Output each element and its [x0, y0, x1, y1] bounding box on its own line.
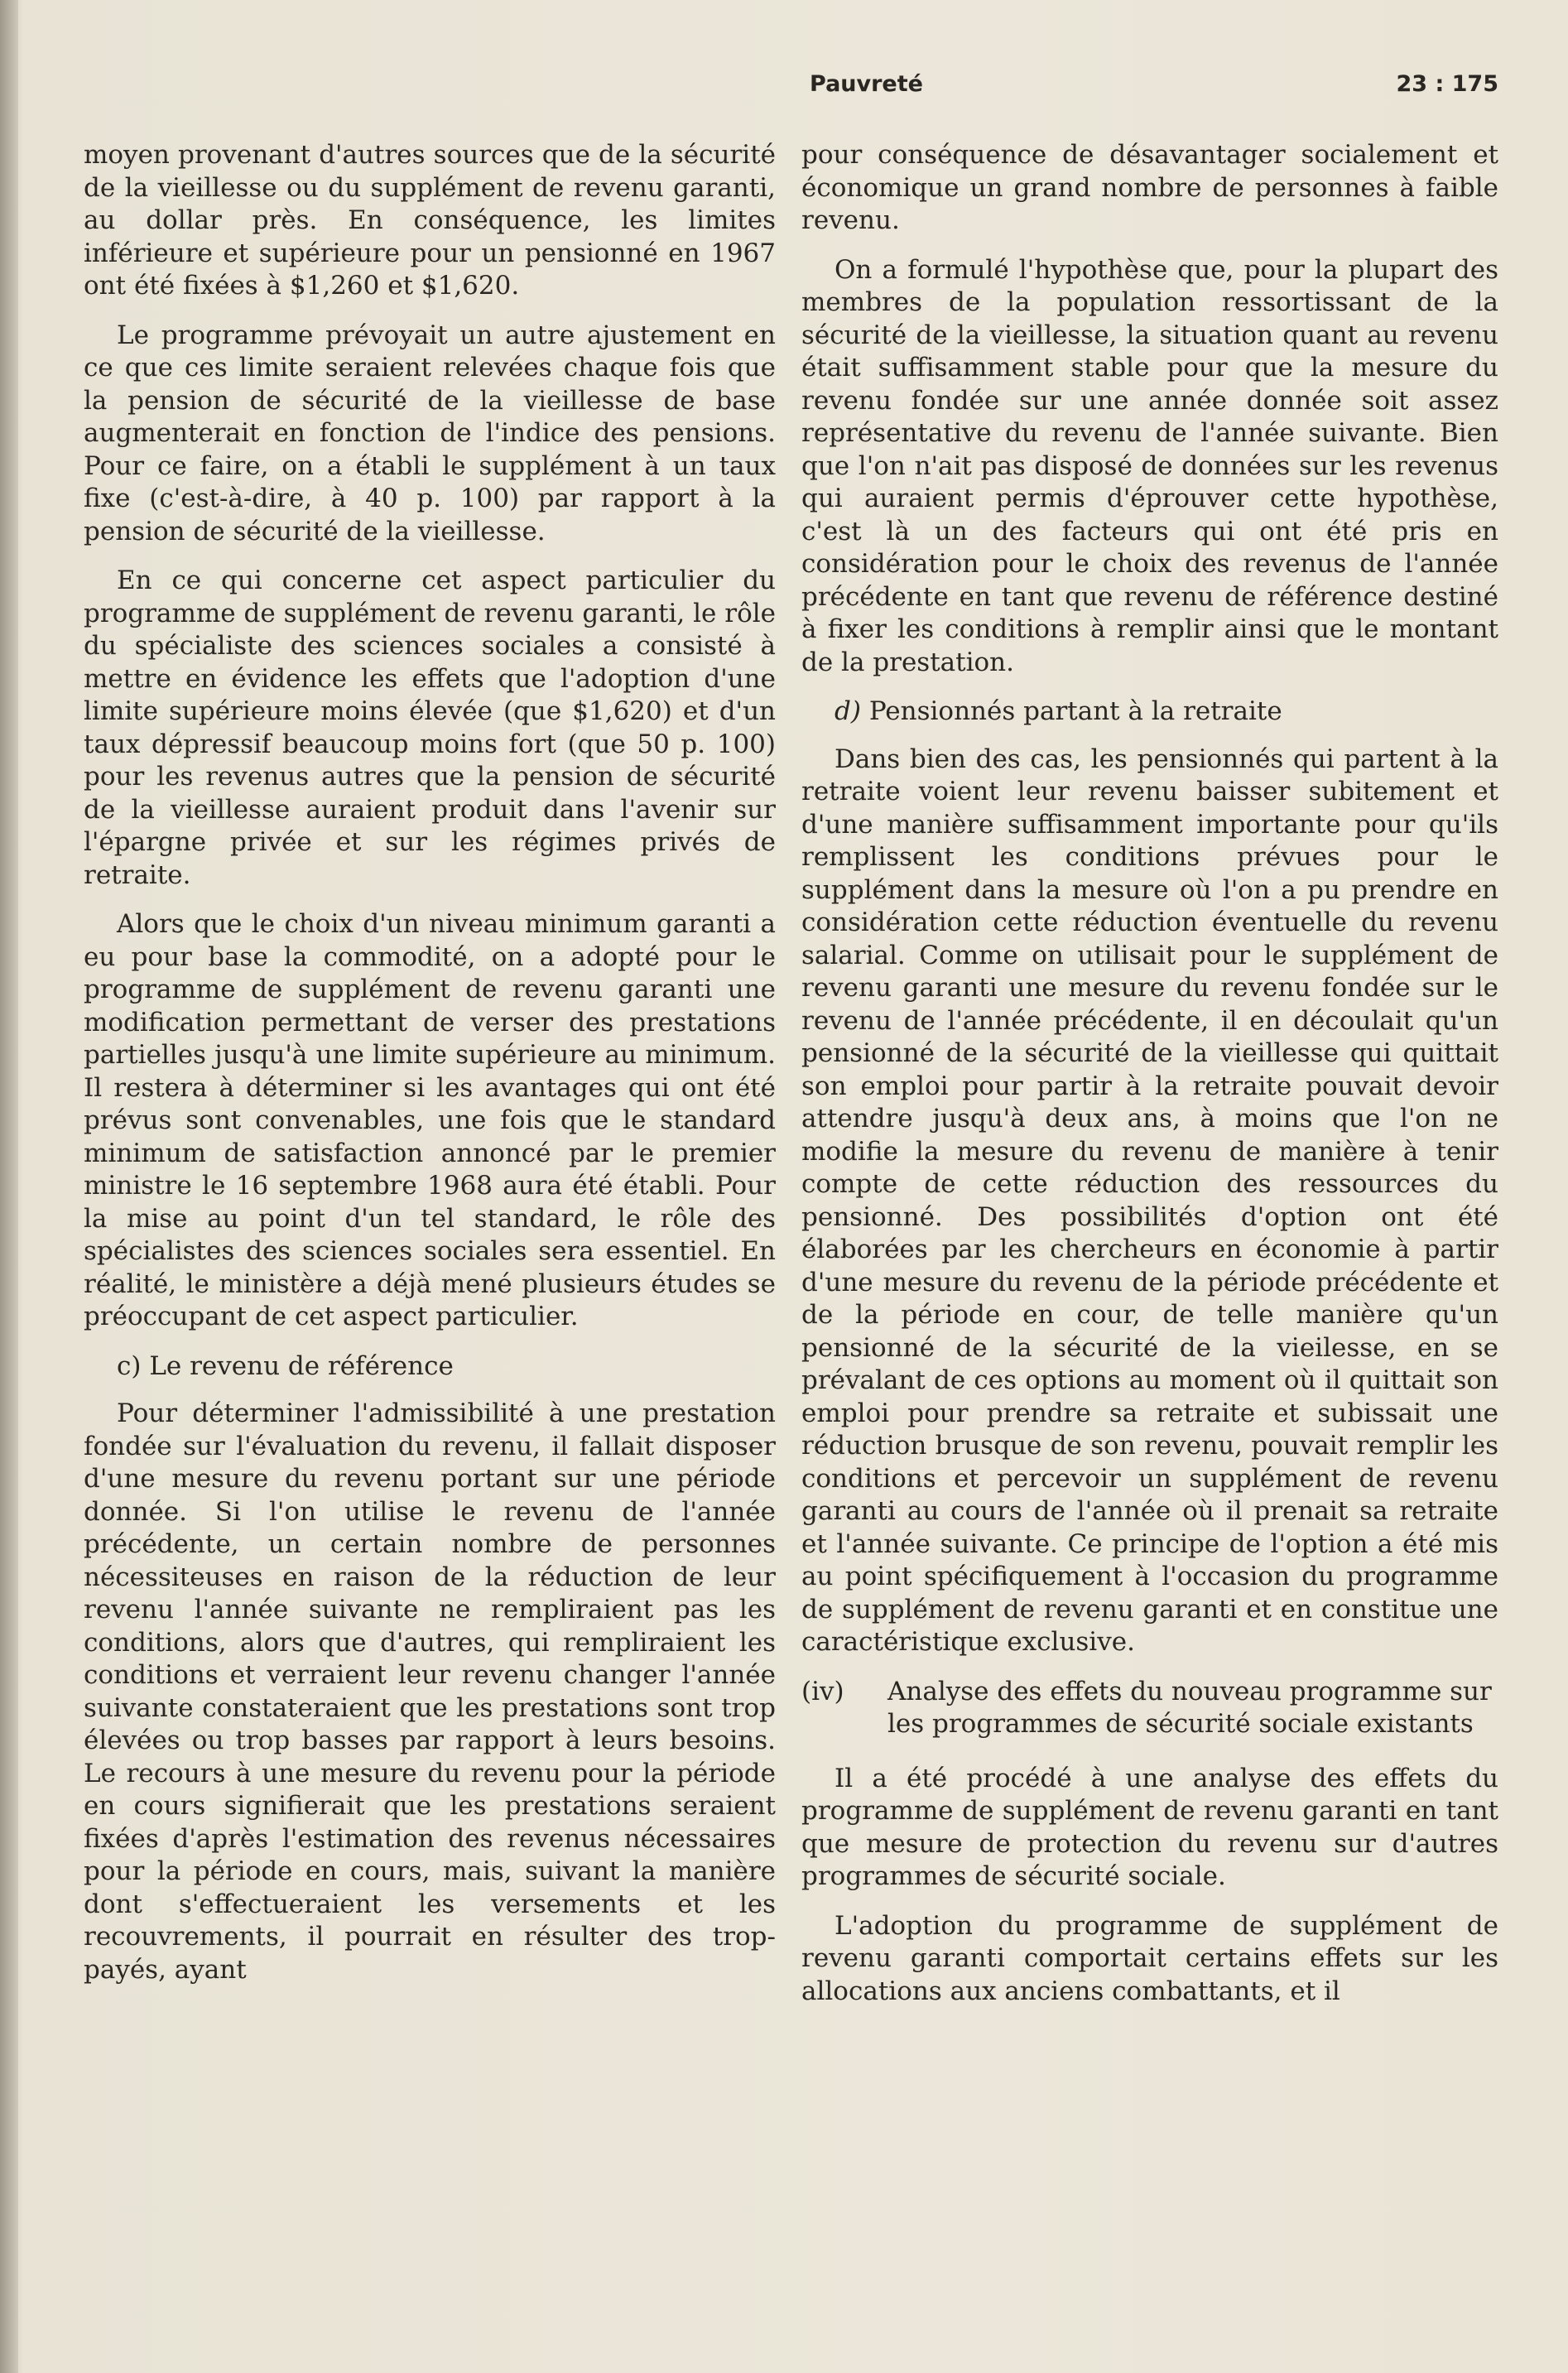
- page-header: [83, 71, 1498, 104]
- section-heading-label: c): [117, 1350, 142, 1381]
- paragraph: Pour déterminer l'admissibilité à une prestation fondée sur l'évaluation du revenu, il fallait disposer d'une mesure du revenu portant sur une période donnée. Si l'on utilise le revenu de l'année précédente, un certain nombre de personnes nécessiteuses en raison de la réduction de leur revenu l'année suivante ne rempliraient pas les conditions, alors que d'autres, qui rempliraient les conditions et verraient leur revenu changer l'année suivante constateraient que les prestations sont trop élevées ou trop basses par rapport à leurs besoins. Le recours à une mesure du revenu pour la période en cours signifierait que les prestations seraient fixées d'après l'estimation des revenus nécessaires pour la période en cours, mais, suivant la manière dont s'effectueraient les versements et les recouvrements, il pourrait en résulter des trop-payés, ayant: [84, 1398, 776, 1985]
- numbered-heading-text: Analyse des effets du nouveau programme sur les programmes de sécurité sociale existants: [887, 1676, 1492, 1739]
- left-column: [84, 139, 776, 2003]
- section-heading-text: Pensionnés partant à la retraite: [868, 696, 1282, 726]
- page-number: 23 : 175: [1396, 71, 1498, 97]
- paragraph: On a formulé l'hypothèse que, pour la plupart des membres de la population ressortissant de la sécurité de la vieillesse, la situation quant au revenu était suffisamment stable pour que la mesure du revenu fondée sur une année donnée soit assez représentative du revenu de l'année suivante. Bien que l'on n'ait pas disposé de données sur les revenus qui auraient permis d'éprouver cette hypothèse, c'est là un des facteurs qui ont été pris en considération pour le choix des revenus de l'année précédente en tant que revenu de référence destiné à fixer les conditions à remplir ainsi que le montant de la prestation.: [801, 254, 1498, 677]
- section-heading: [84, 1350, 776, 1384]
- paragraph: moyen provenant d'autres sources que de la sécurité de la vieillesse ou du supplément de revenu garanti, au dollar près. En conséquence, les limites inférieure et supérieure pour un pensionné en 1967 ont été fixées à $1,260 et $1,620.: [84, 140, 776, 301]
- section-heading-label: d): [835, 696, 861, 726]
- section-heading: [801, 696, 1498, 729]
- section-heading-text: Le revenu de référence: [149, 1350, 454, 1381]
- paragraph: pour conséquence de désavantager socialement et économique un grand nombre de personnes à faible revenu.: [801, 140, 1498, 235]
- paragraph: En ce qui concerne cet aspect particulier du programme de supplément de revenu garanti, le rôle du spécialiste des sciences sociales a consisté à mettre en évidence les effets que l'adoption d'une limite supérieure moins élevée (que $1,620) et d'un taux dépressif beaucoup moins fort (que 50 p. 100) pour les revenus autres que la pension de sécurité de la vieillesse auraient produit dans l'avenir sur l'épargne privée et sur les régimes privés de retraite.: [84, 566, 776, 890]
- paragraph: L'adoption du programme de supplément de revenu garanti comportait certains effets sur les allocations aux anciens combattants, et il: [801, 1910, 1498, 2006]
- paragraph: Il a été procédé à une analyse des effets du programme de supplément de revenu garanti en tant que mesure de protection du revenu sur d'autres programmes de sécurité sociale.: [801, 1763, 1498, 1891]
- numbered-heading: [801, 1676, 1498, 1741]
- paragraph: Dans bien des cas, les pensionnés qui partent à la retraite voient leur revenu baisser subitement et d'une manière suffisamment importante pour qu'ils remplissent les conditions prévues pour le supplément dans la mesure où l'on a pu prendre en considération cette réduction éventuelle du revenu salarial. Comme on utilisait pour le supplément de revenu garanti une mesure du revenu fondée sur le revenu de l'année précédente, il en découlait qu'un pensionné de la sécurité de la vieillesse qui quittait son emploi pour partir à la retraite pouvait devoir attendre jusqu'à deux ans, à moins que l'on ne modifie la mesure du revenu de manière à tenir compte de cette réduction des ressources du pensionné. Des possibilités d'option ont été élaborées par les chercheurs en économie à partir d'une mesure du revenu de la période précédente et de la période en cour, de telle manière qu'un pensionné de la sécurité de la vieilesse, en se prévalant de ces options au moment où il quittait son emploi pour prendre sa retraite et subissait une réduction brusque de son revenu, pouvait remplir les conditions et percevoir un supplément de revenu garanti au cours de l'année où il prenait sa retraite et l'année suivante. Ce principe de l'option a été mis au point spécifiquement à l'occasion du programme de supplément de revenu garanti et en constitue une caractéristique exclusive.: [801, 744, 1498, 1657]
- binding-edge: [0, 0, 18, 2373]
- right-column: [801, 139, 1498, 2024]
- numbered-heading-label: (iv): [801, 1676, 844, 1706]
- running-title: Pauvreté: [810, 71, 923, 97]
- paragraph: Le programme prévoyait un autre ajustement en ce que ces limite seraient relevées chaque fois que la pension de sécurité de la vieillesse de base augmenterait en fonction de l'indice des pensions. Pour ce faire, on a établi le supplément à un taux fixe (c'est-à-dire, à 40 p. 100) par rapport à la pension de sécurité de la vieillesse.: [84, 320, 776, 546]
- paragraph: Alors que le choix d'un niveau minimum garanti a eu pour base la commodité, on a adopté pour le programme de supplément de revenu garanti une modification permettant de verser des prestations partielles jusqu'à une limite supérieure au minimum. Il restera à déterminer si les avantages qui ont été prévus sont convenables, une fois que le standard minimum de satisfaction annoncé par le premier ministre le 16 septembre 1968 aura été établi. Pour la mise au point d'un tel standard, le rôle des spécialistes des sciences sociales sera essentiel. En réalité, le ministère a déjà mené plusieurs études se préoccupant de cet aspect particulier.: [84, 909, 776, 1331]
